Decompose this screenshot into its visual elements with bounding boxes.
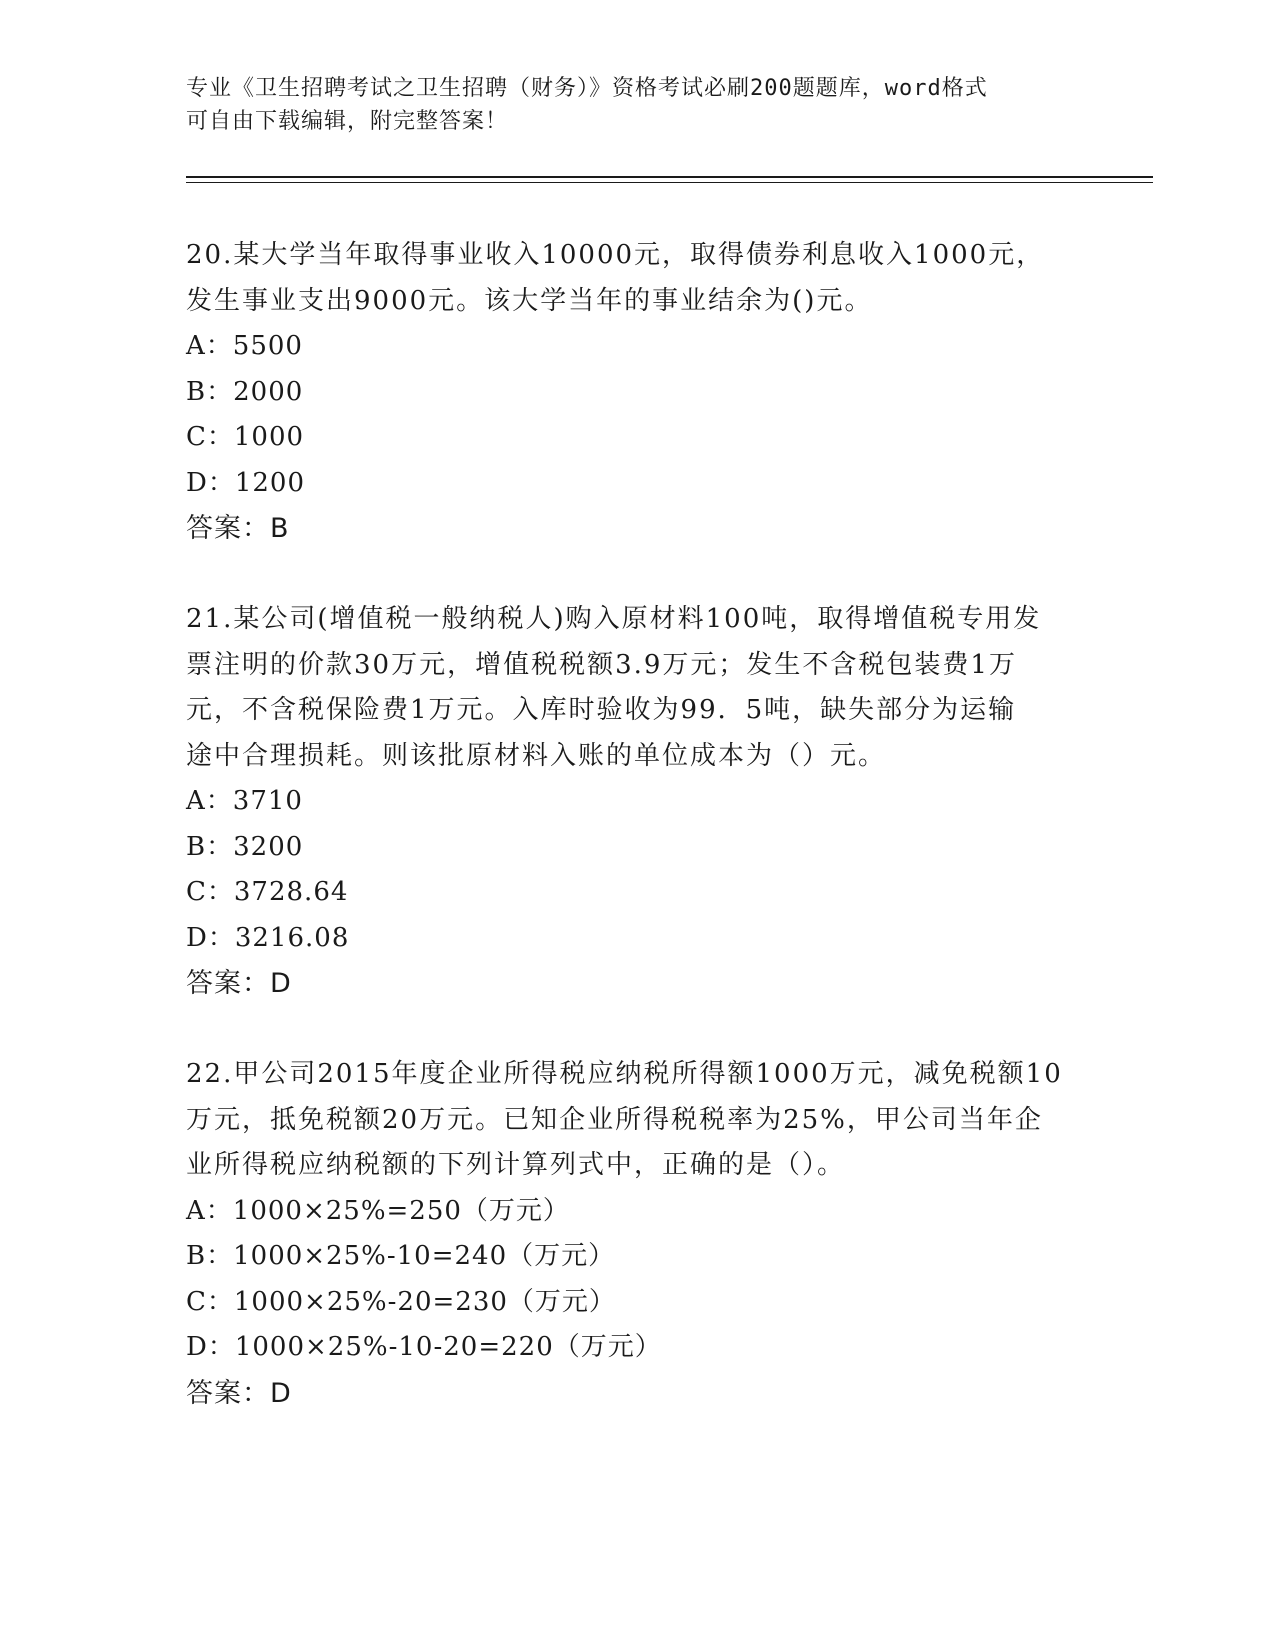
- question-stem-line: 21.某公司(增值税一般纳税人)购入原材料100吨，取得增值税专用发: [186, 604, 1042, 634]
- answer-line: 答案：D: [186, 968, 292, 999]
- header-divider-thin: [186, 182, 1153, 183]
- option-d: D：3216.08: [186, 922, 350, 953]
- answer-line: 答案：D: [186, 1377, 292, 1409]
- header-line-2: 可自由下载编辑，附完整答案！: [186, 109, 509, 134]
- option-b: B：2000: [186, 376, 304, 407]
- question-21: [186, 597, 1086, 1007]
- option-a: A：5500: [186, 331, 303, 361]
- question-20: [186, 233, 1086, 552]
- document-header: [186, 72, 1066, 138]
- option-d: D：1000×25%-10-20=220（万元）: [186, 1332, 662, 1362]
- header-line-1: 专业《卫生招聘考试之卫生招聘（财务）》资格考试必刷200题题库，word格式: [186, 76, 988, 101]
- question-stem-line: 途中合理损耗。则该批原材料入账的单位成本为（）元。: [186, 740, 887, 771]
- option-a: A：1000×25%=250（万元）: [186, 1195, 570, 1226]
- question-stem-line: 业所得税应纳税额的下列计算列式中，正确的是（）。: [186, 1150, 846, 1180]
- question-stem-line: 票注明的价款30万元，增值税税额3.9万元；发生不含税包装费1万: [186, 649, 1017, 680]
- question-stem-line: 万元，抵免税额20万元。已知企业所得税税率为25%，甲公司当年企: [186, 1104, 1043, 1135]
- option-b: B：3200: [186, 831, 304, 862]
- question-stem-line: 元，不含税保险费1万元。入库时验收为99．5吨，缺失部分为运输: [186, 695, 1017, 725]
- option-c: C：1000: [186, 422, 305, 452]
- header-divider: [186, 176, 1153, 178]
- question-stem-line: 20.某大学当年取得事业收入10000元，取得债券利息收入1000元，: [186, 240, 1045, 270]
- answer-line: 答案：B: [186, 513, 290, 544]
- option-c: C：3728.64: [186, 877, 349, 907]
- option-c: C：1000×25%-20=230（万元）: [186, 1286, 616, 1317]
- option-b: B：1000×25%-10=240（万元）: [186, 1241, 616, 1271]
- option-a: A：3710: [186, 786, 303, 816]
- question-stem-line: 22.甲公司2015年度企业所得税应纳税所得额1000万元，减免税额10: [186, 1059, 1063, 1089]
- option-d: D：1200: [186, 467, 306, 498]
- question-stem-line: 发生事业支出9000元。该大学当年的事业结余为()元。: [186, 285, 873, 316]
- question-22: [186, 1052, 1086, 1416]
